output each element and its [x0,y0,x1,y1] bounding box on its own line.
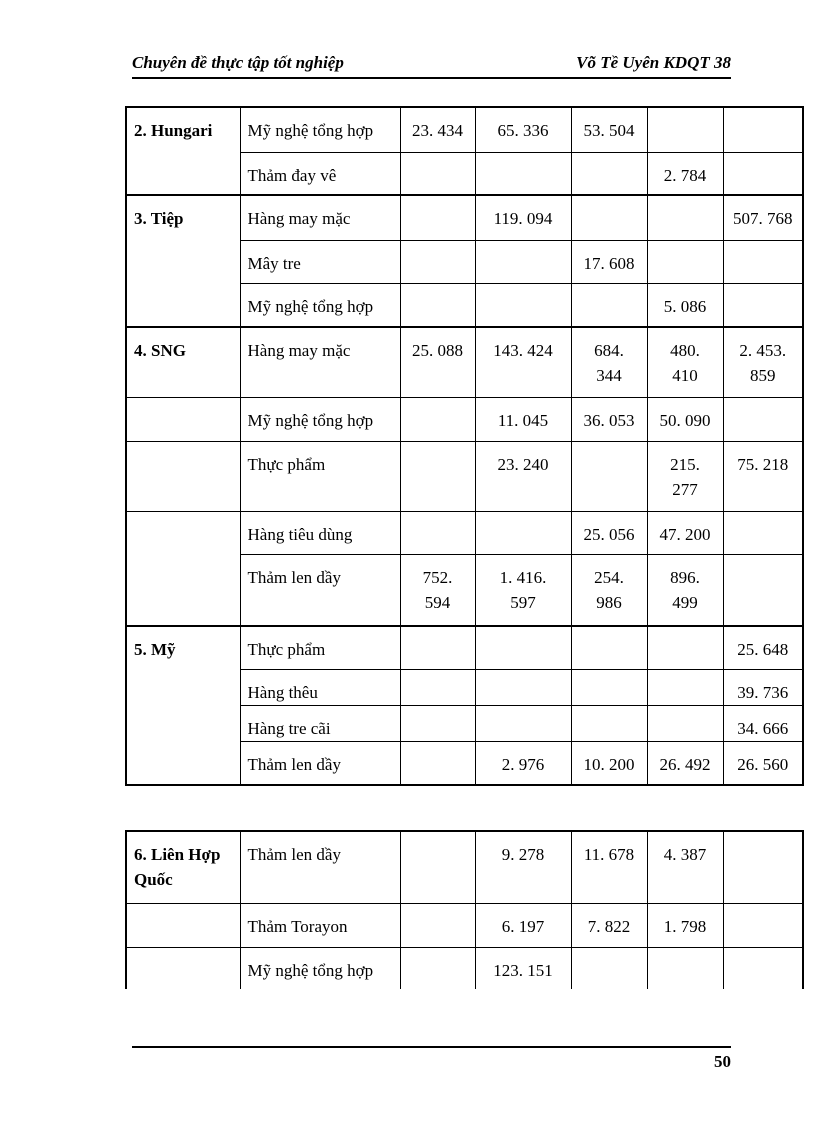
country-cell [126,947,240,989]
product-cell [240,152,400,195]
value-cell [723,554,803,626]
value-cell [400,397,475,441]
product-label: Thảm Torayon [247,916,348,936]
table-row [126,831,803,903]
value-cell [647,283,723,327]
country-cell [126,669,240,705]
value-cell [475,107,571,152]
value-cell [723,669,803,705]
country-cell [126,327,240,397]
product-cell [240,554,400,626]
product-label: Thực phẩm [247,454,326,474]
value-line: 25. 088 [412,341,463,360]
country-label: 4. SNG [134,341,186,360]
value-cell [400,669,475,705]
product-cell [240,283,400,327]
table-row [126,195,803,240]
value-cell [647,626,723,669]
product-label: Hàng may mặc [247,209,351,228]
value-cell [571,240,647,283]
value-line: 254. [594,567,624,587]
value-line: 25. 056 [583,524,635,544]
value-cell [723,947,803,989]
value-line: 2. 784 [663,165,707,185]
product-cell [240,240,400,283]
value-line: 26. 560 [737,754,789,774]
value-line: 26. 492 [659,754,711,774]
product-label: Mỹ nghệ tổng hợp [247,296,374,316]
product-cell [240,327,400,397]
value-line: 986 [596,592,622,612]
product-label: Mỹ nghệ tổng hợp [247,960,374,980]
product-label: Thảm len dầy [247,754,341,774]
value-cell [400,947,475,989]
table-row [126,107,803,152]
country-cell [126,283,240,327]
value-line: 859 [750,366,776,385]
country-cell [126,741,240,785]
value-cell [475,554,571,626]
country-label: 5. Mỹ [134,640,176,659]
table-row [126,441,803,511]
product-label: Mỹ nghệ tổng hợp [247,121,374,140]
value-line: 53. 504 [583,121,635,140]
value-line: 123. 151 [493,960,553,980]
product-cell [240,741,400,785]
value-line: 4. 387 [663,845,707,864]
product-label: Hàng may mặc [247,341,351,360]
value-cell [475,741,571,785]
value-cell [475,947,571,989]
value-line: 684. [594,341,624,360]
value-cell [723,831,803,903]
country-cell [126,195,240,240]
value-line: 7. 822 [587,916,631,936]
value-cell [475,397,571,441]
value-cell [400,903,475,947]
value-cell [571,705,647,741]
value-cell [475,511,571,554]
value-line: 9. 278 [501,845,545,864]
product-label: Hàng tiêu dùng [247,524,353,544]
product-cell [240,511,400,554]
country-cell [126,152,240,195]
document-title: Chuyên đề thực tập tốt nghiệp [132,53,344,72]
value-cell [647,705,723,741]
value-cell [475,669,571,705]
value-line: 752. [422,567,453,587]
country-label: 6. Liên Hợp Quốc [134,845,221,889]
value-cell [400,554,475,626]
value-line: 499 [672,592,698,612]
value-line: 480. [670,341,700,360]
value-cell [475,626,571,669]
product-cell [240,669,400,705]
product-cell [240,397,400,441]
value-cell [475,903,571,947]
value-cell [571,511,647,554]
value-line: 2. 976 [501,754,545,774]
value-cell [647,903,723,947]
value-cell [571,152,647,195]
table-row [126,626,803,669]
value-cell [475,705,571,741]
value-cell [571,195,647,240]
value-cell [723,152,803,195]
product-cell [240,195,400,240]
country-label: 3. Tiệp [134,209,184,228]
value-line: 65. 336 [497,121,549,140]
value-cell [571,441,647,511]
value-cell [400,152,475,195]
value-line: 23. 240 [497,454,549,474]
value-cell [647,397,723,441]
value-cell [475,152,571,195]
value-cell [647,554,723,626]
table-row [126,741,803,785]
value-cell [400,240,475,283]
product-cell [240,705,400,741]
author-class: Võ Tề Uyên KDQT 38 [576,53,731,72]
product-label: Mây tre [247,253,301,273]
value-cell [647,240,723,283]
value-cell [571,626,647,669]
value-line: 11. 045 [497,410,549,430]
value-line: 50. 090 [659,410,711,430]
value-line: 36. 053 [583,410,635,430]
value-line: 17. 608 [583,253,635,273]
table-row [126,554,803,626]
value-cell [723,705,803,741]
value-cell [475,327,571,397]
product-label: Hàng tre cãi [247,718,331,738]
value-cell [647,947,723,989]
value-cell [475,441,571,511]
value-cell [723,107,803,152]
product-label: Thảm đay vê [247,165,337,185]
product-cell [240,903,400,947]
value-line: 6. 197 [501,916,545,936]
value-line: 594 [424,592,451,612]
value-line: 1. 798 [663,916,707,936]
value-cell [400,626,475,669]
table-row [126,283,803,327]
country-cell [126,107,240,152]
value-cell [647,195,723,240]
table-row [126,240,803,283]
country-cell [126,441,240,511]
product-cell [240,626,400,669]
value-line: 2. 453. [739,341,787,360]
value-cell [723,327,803,397]
value-cell [571,397,647,441]
value-cell [400,705,475,741]
value-cell [400,511,475,554]
page-number: 50 [714,1052,731,1071]
country-cell [126,626,240,669]
value-cell [400,327,475,397]
value-line: 5. 086 [663,296,707,316]
product-label: Thảm len dầy [247,845,341,864]
product-label: Thực phẩm [247,640,326,659]
value-cell [723,626,803,669]
value-cell [647,152,723,195]
value-cell [571,327,647,397]
page-header [132,50,731,79]
product-cell [240,831,400,903]
country-cell [126,554,240,626]
value-cell [723,283,803,327]
country-cell [126,903,240,947]
value-cell [475,283,571,327]
value-cell [723,240,803,283]
value-line: 119. 094 [493,209,553,228]
value-cell [647,831,723,903]
value-line: 1. 416. [499,567,547,587]
table-row [126,903,803,947]
table-row [126,947,803,989]
value-line: 597 [510,592,536,612]
value-cell [647,107,723,152]
value-line: 75. 218 [737,454,789,474]
table-row [126,511,803,554]
product-cell [240,107,400,152]
product-label: Mỹ nghệ tổng hợp [247,410,374,430]
value-cell [571,831,647,903]
country-label: 2. Hungari [134,121,213,140]
export-table-part-1 [125,106,804,786]
value-cell [723,741,803,785]
table-row [126,705,803,741]
value-cell [647,741,723,785]
value-line: 34. 666 [737,718,789,738]
value-cell [400,195,475,240]
value-cell [647,327,723,397]
value-line: 215. [670,454,700,474]
value-line: 11. 678 [583,845,635,864]
country-cell [126,705,240,741]
value-line: 143. 424 [493,341,553,360]
country-cell [126,397,240,441]
value-cell [647,669,723,705]
value-cell [723,195,803,240]
value-cell [723,397,803,441]
value-line: 344 [596,366,622,385]
value-cell [475,240,571,283]
value-line: 410 [672,366,698,385]
country-cell [126,240,240,283]
product-label: Thảm len dầy [247,567,341,587]
value-cell [400,107,475,152]
value-cell [571,554,647,626]
value-cell [571,903,647,947]
value-line: 10. 200 [583,754,635,774]
country-cell [126,831,240,903]
value-cell [647,441,723,511]
country-cell [126,511,240,554]
value-cell [400,441,475,511]
export-table-part-2 [125,830,804,989]
value-line: 39. 736 [737,682,789,702]
value-cell [723,903,803,947]
value-cell [571,669,647,705]
value-line: 896. [670,567,700,587]
table-row [126,327,803,397]
value-cell [571,107,647,152]
value-cell [647,511,723,554]
product-cell [240,441,400,511]
table-row [126,669,803,705]
product-cell [240,947,400,989]
value-cell [475,831,571,903]
value-line: 507. 768 [733,209,793,228]
value-line: 277 [672,479,698,499]
table-row [126,152,803,195]
value-cell [400,283,475,327]
value-cell [723,511,803,554]
table-row [126,397,803,441]
value-cell [475,195,571,240]
value-cell [400,741,475,785]
value-cell [571,947,647,989]
value-line: 47. 200 [659,524,711,544]
value-cell [571,741,647,785]
value-line: 25. 648 [737,640,789,659]
value-cell [571,283,647,327]
value-line: 23. 434 [412,121,463,140]
footer-divider [132,1046,731,1048]
product-label: Hàng thêu [247,682,318,702]
value-cell [723,441,803,511]
value-cell [400,831,475,903]
